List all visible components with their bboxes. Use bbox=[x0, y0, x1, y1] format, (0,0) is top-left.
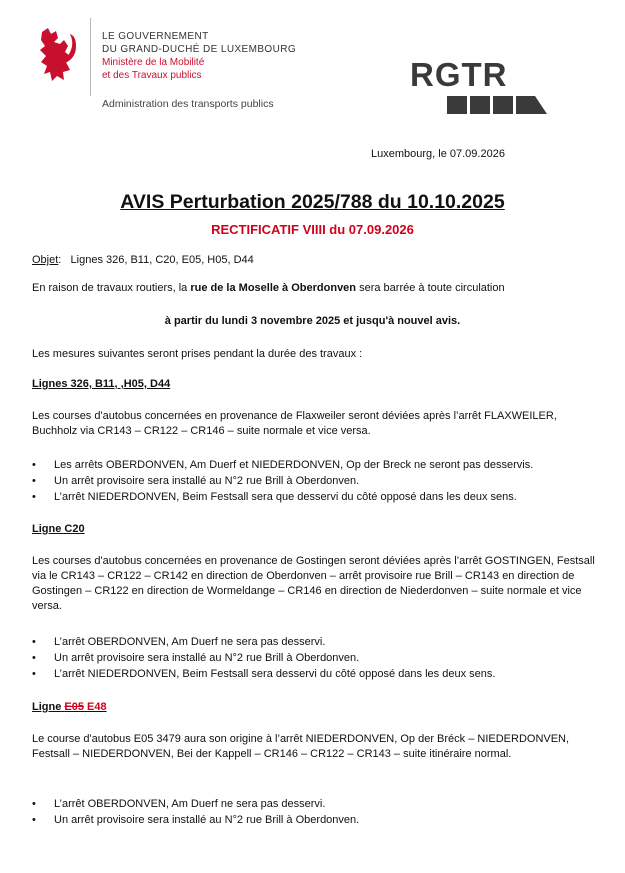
page-title: AVIS Perturbation 2025/788 du 10.10.2025 bbox=[120, 191, 505, 213]
section-3-heading-new-line: E48 bbox=[87, 701, 107, 713]
intro-text-end: sera barrée à toute circulation bbox=[356, 282, 505, 294]
list-item: • L’arrêt OBERDONVEN, Am Duerf ne sera pas desservi. bbox=[32, 796, 602, 812]
section-3-heading-old-line: E05 bbox=[64, 701, 84, 713]
administration-name: Administration des transports publics bbox=[102, 98, 274, 110]
intro-paragraph bbox=[32, 281, 505, 296]
rgtr-logo-bars-icon bbox=[447, 96, 547, 114]
section-2-paragraph: Les courses d'autobus concernées en provenance de Gostingen seront déviées après l’arrêt GOSTINGEN, Festsall via le CR143 – CR122 – CR142 en direction de Oberdonven – arrêt provisoire rue Brill – CR143 en direction de Gostingen – CR122 en direction de Wormeldange – CR146 en direction de Niederdonven – suite normale et vice versa. bbox=[32, 555, 595, 612]
gov-line-2: DU GRAND-DUCHÉ DE LUXEMBOURG bbox=[102, 44, 296, 55]
section-2-heading: Ligne C20 bbox=[32, 523, 85, 535]
list-item: • L’arrêt OBERDONVEN, Am Duerf ne sera pas desservi. bbox=[32, 634, 602, 650]
intro-measures: Les mesures suivantes seront prises pendant la durée des travaux : bbox=[32, 348, 363, 360]
gov-line-1: LE GOUVERNEMENT bbox=[102, 31, 209, 42]
ministry-line-1: Ministère de la Mobilité bbox=[102, 57, 205, 68]
section-3-paragraph: Le course d'autobus E05 3479 aura son origine à l’arrêt NIEDERDONVEN, Op der Bréck – NIEDERDONVEN, Festsall – NIEDERDONVEN, Bei der Kappell – CR146 – CR122 – CR143 – suite itinéraire normal. bbox=[32, 733, 570, 760]
page-subtitle: RECTIFICATIF VIIII du 07.09.2026 bbox=[211, 222, 414, 237]
section-1-bullets bbox=[32, 457, 602, 505]
intro-street: rue de la Moselle à Oberdonven bbox=[190, 282, 357, 294]
government-block bbox=[102, 30, 296, 82]
section-3-bullets bbox=[32, 796, 602, 828]
intro-text-start: En raison de travaux routiers, la bbox=[32, 282, 191, 294]
header-divider bbox=[90, 18, 91, 96]
section-2-bullets bbox=[32, 634, 602, 682]
list-item: • Un arrêt provisoire sera installé au N°2 rue Brill à Oberdonven. bbox=[32, 473, 602, 489]
red-lion-logo-icon bbox=[32, 24, 82, 82]
ministry-line-2: et des Travaux publics bbox=[102, 70, 202, 81]
section-1-paragraph: Les courses d'autobus concernées en provenance de Flaxweiler seront déviées après l’arrêt FLAXWEILER, Buchholz via CR143 – CR122 – CR146 – suite normale et vice versa. bbox=[32, 410, 557, 437]
list-item: • Les arrêts OBERDONVEN, Am Duerf et NIEDERDONVEN, Op der Breck ne seront pas desservis. bbox=[32, 457, 602, 473]
section-3-heading-prefix: Ligne bbox=[32, 701, 62, 713]
date-line: Luxembourg, le 07.09.2026 bbox=[371, 148, 505, 160]
list-item: • Un arrêt provisoire sera installé au N°2 rue Brill à Oberdonven. bbox=[32, 650, 602, 666]
list-item: • L’arrêt NIEDERDONVEN, Beim Festsall sera que desservi du côté opposé dans les deux sens. bbox=[32, 489, 602, 505]
section-3-heading bbox=[32, 700, 107, 715]
objet-label: Objet bbox=[32, 254, 59, 266]
section-1-heading: Lignes 326, B11, ,H05, D44 bbox=[32, 378, 171, 390]
rgtr-logo-text: RGTR bbox=[410, 56, 508, 93]
objet-line bbox=[32, 253, 254, 268]
list-item: • L’arrêt NIEDERDONVEN, Beim Festsall sera desservi du côté opposé dans les deux sens. bbox=[32, 666, 602, 682]
objet-colon: : bbox=[58, 254, 62, 266]
list-item: • Un arrêt provisoire sera installé au N°2 rue Brill à Oberdonven. bbox=[32, 812, 602, 828]
objet-text: Lignes 326, B11, C20, E05, H05, D44 bbox=[70, 254, 254, 266]
intro-dates: à partir du lundi 3 novembre 2025 et jusqu'à nouvel avis. bbox=[164, 315, 461, 327]
